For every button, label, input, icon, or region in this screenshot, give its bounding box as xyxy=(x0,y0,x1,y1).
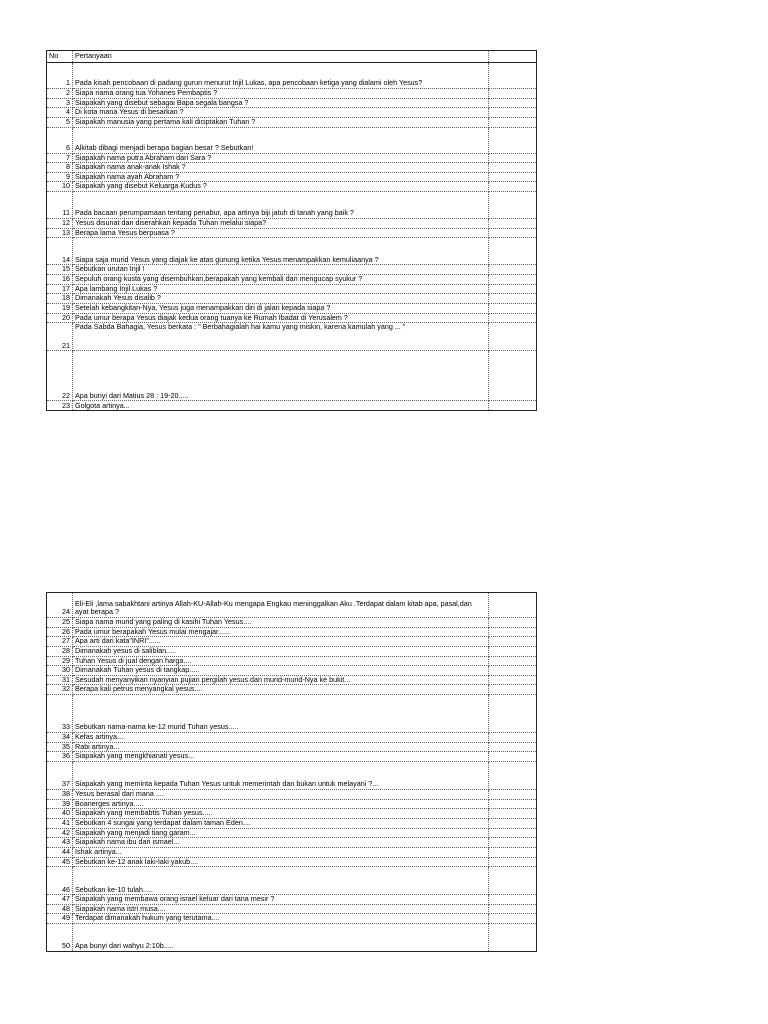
answer-cell[interactable] xyxy=(489,51,537,63)
table-row xyxy=(47,914,537,924)
answer-cell[interactable] xyxy=(489,98,537,108)
question-text: Dimanakah Yesus disalib ? xyxy=(73,294,489,304)
table-row xyxy=(47,857,537,867)
table-row xyxy=(47,182,537,192)
table-row xyxy=(47,799,537,809)
table-row xyxy=(47,895,537,905)
question-text: Dimanakah Tuhan yesus di tangkap..... xyxy=(73,666,489,676)
question-text: Eli-Eli ,lama sabakhtani artinya Allah-KU-Allah-Ku mengapa Engkau meninggalkan Aku .Terdapat dalam kitab apa, pasal,dan ayat berapa ? xyxy=(73,593,489,618)
header-question: Pertanyaan xyxy=(73,51,489,63)
table-row xyxy=(47,265,537,275)
row-number: 17 xyxy=(47,284,73,294)
row-number: 40 xyxy=(47,809,73,819)
answer-cell[interactable] xyxy=(489,265,537,275)
row-number: 3 xyxy=(47,98,73,108)
table-row xyxy=(47,818,537,828)
answer-cell[interactable] xyxy=(489,351,537,401)
table-row xyxy=(47,742,537,752)
question-text: Siapakah yang disebut Keluarga Kudus ? xyxy=(73,182,489,192)
question-text: Siapakah nama ibu dari ismael... xyxy=(73,838,489,848)
row-number: 32 xyxy=(47,685,73,695)
answer-cell[interactable] xyxy=(489,790,537,800)
table-row xyxy=(47,303,537,313)
table-row xyxy=(47,752,537,762)
answer-cell[interactable] xyxy=(489,695,537,733)
table-row xyxy=(47,401,537,411)
table-row xyxy=(47,847,537,857)
question-text: Apa arti dari kata"INRI"...... xyxy=(73,637,489,647)
question-text: Sesudah menyanyikan nyanyian pujian pergilah yesus dan murid-murid-Nya ke bukit... xyxy=(73,675,489,685)
question-text: Golgota artinya... xyxy=(73,401,489,411)
table-row xyxy=(47,593,537,618)
answer-cell[interactable] xyxy=(489,867,537,895)
answer-cell[interactable] xyxy=(489,637,537,647)
question-text: Boanerges artinya..... xyxy=(73,799,489,809)
answer-cell[interactable] xyxy=(489,809,537,819)
question-text: Siapakah yang disebut sebagai Bapa segala bangsa ? xyxy=(73,98,489,108)
header-no: No xyxy=(47,51,73,63)
row-number: 48 xyxy=(47,904,73,914)
table-row xyxy=(47,656,537,666)
table-row xyxy=(47,228,537,238)
question-text: Terdapat dimanakah hukum yang terutama.... xyxy=(73,914,489,924)
row-number: 34 xyxy=(47,733,73,743)
question-text: Siapakah yang menjadi tiang garam... xyxy=(73,828,489,838)
table-row xyxy=(47,351,537,401)
row-number: 19 xyxy=(47,303,73,313)
question-text: Siapakah nama istri musa.... xyxy=(73,904,489,914)
answer-cell[interactable] xyxy=(489,593,537,618)
row-number: 21 xyxy=(47,323,73,351)
row-number: 22 xyxy=(47,351,73,401)
question-text: Siapakah nama ayah Abraham ? xyxy=(73,172,489,182)
row-number: 33 xyxy=(47,695,73,733)
row-number: 44 xyxy=(47,847,73,857)
table-row xyxy=(47,219,537,229)
question-text: Siapa nama murid yang paling di kasihi Tuhan Yesus.... xyxy=(73,618,489,628)
table-row xyxy=(47,108,537,118)
question-text: Pada Sabda Bahagia, Yesus berkata : " Berbahagialah hai kamu yang miskin, karena kamulah yang ... " xyxy=(73,323,489,351)
row-number: 13 xyxy=(47,228,73,238)
row-number: 5 xyxy=(47,117,73,127)
row-number: 50 xyxy=(47,924,73,952)
row-number: 38 xyxy=(47,790,73,800)
row-number: 14 xyxy=(47,238,73,265)
table-row xyxy=(47,685,537,695)
question-table-2 xyxy=(46,592,537,952)
row-number: 47 xyxy=(47,895,73,905)
answer-cell[interactable] xyxy=(489,89,537,99)
question-text: Sebutkan nama-nama ke-12 murid Tuhan yesus..... xyxy=(73,695,489,733)
answer-cell[interactable] xyxy=(489,127,537,153)
row-number: 27 xyxy=(47,637,73,647)
table-row xyxy=(47,646,537,656)
row-number: 31 xyxy=(47,675,73,685)
question-text: Siapakah manusia yang pertama kali diciptakan Tuhan ? xyxy=(73,117,489,127)
table-row xyxy=(47,695,537,733)
question-text: Kefas artinya.... xyxy=(73,733,489,743)
answer-cell[interactable] xyxy=(489,323,537,351)
table-row xyxy=(47,627,537,637)
question-text: Siapakah yang membawa orang israel keluar dari tana mesir ? xyxy=(73,895,489,905)
question-text: Setelah kebangkitan-Nya, Yesus juga menampakkan diri di jalan kepada siapa ? xyxy=(73,303,489,313)
table-row xyxy=(47,275,537,285)
question-text: Alkitab dibagi menjadi berapa bagian besar ? Sebutkan! xyxy=(73,127,489,153)
answer-cell[interactable] xyxy=(489,303,537,313)
answer-cell[interactable] xyxy=(489,228,537,238)
answer-cell[interactable] xyxy=(489,742,537,752)
answer-cell[interactable] xyxy=(489,627,537,637)
answer-cell[interactable] xyxy=(489,275,537,285)
question-text: Sebutkan 4 sungai yang terdapat dalam taman Eden.... xyxy=(73,818,489,828)
row-number: 43 xyxy=(47,838,73,848)
answer-cell[interactable] xyxy=(489,238,537,265)
row-number: 24 xyxy=(47,593,73,618)
table-row xyxy=(47,313,537,323)
table-row xyxy=(47,284,537,294)
question-text: Di kota mana Yesus di besarkan ? xyxy=(73,108,489,118)
answer-cell[interactable] xyxy=(489,924,537,952)
table-row xyxy=(47,63,537,89)
row-number: 18 xyxy=(47,294,73,304)
row-number: 49 xyxy=(47,914,73,924)
answer-cell[interactable] xyxy=(489,799,537,809)
question-table-1 xyxy=(46,50,537,411)
answer-cell[interactable] xyxy=(489,675,537,685)
answer-cell[interactable] xyxy=(489,646,537,656)
table-row xyxy=(47,828,537,838)
table-row xyxy=(47,117,537,127)
row-number: 7 xyxy=(47,153,73,163)
answer-cell[interactable] xyxy=(489,904,537,914)
row-number: 9 xyxy=(47,172,73,182)
question-text: Siapakah yang meminta kepada Tuhan Yesus untuk memerintah dan bukan untuk melayani ?... xyxy=(73,762,489,790)
row-number: 20 xyxy=(47,313,73,323)
answer-cell[interactable] xyxy=(489,618,537,628)
question-text: Apa lambang Injil Lukas ? xyxy=(73,284,489,294)
answer-cell[interactable] xyxy=(489,153,537,163)
answer-cell[interactable] xyxy=(489,117,537,127)
row-number: 46 xyxy=(47,867,73,895)
table-row xyxy=(47,89,537,99)
table-row xyxy=(47,924,537,952)
table-row xyxy=(47,809,537,819)
question-text: Berapa kali petrus menyangkal yesus.... xyxy=(73,685,489,695)
answer-cell[interactable] xyxy=(489,752,537,762)
row-number: 42 xyxy=(47,828,73,838)
question-text: Sebutkan ke-10 tulah..... xyxy=(73,867,489,895)
question-text: Siapakah yang mengkhianati yesus... xyxy=(73,752,489,762)
table-row xyxy=(47,163,537,173)
table-row xyxy=(47,172,537,182)
answer-cell[interactable] xyxy=(489,762,537,790)
question-text: Tuhan Yesus di jual dengan harga.... xyxy=(73,656,489,666)
answer-cell[interactable] xyxy=(489,818,537,828)
question-text: Pada umur berapa Yesus diajak kedua orang tuanya ke Rumah Ibadat di Yerusalem ? xyxy=(73,313,489,323)
row-number: 16 xyxy=(47,275,73,285)
table-row xyxy=(47,904,537,914)
table-row xyxy=(47,733,537,743)
question-text: Sepuluh orang kusta yang disembuhkan,berapakah yang kembali dan mengucap syukur ? xyxy=(73,275,489,285)
question-text: Apa bunyi dari wahyu 2:10b..... xyxy=(73,924,489,952)
answer-cell[interactable] xyxy=(489,313,537,323)
answer-cell[interactable] xyxy=(489,666,537,676)
answer-cell[interactable] xyxy=(489,914,537,924)
table-row xyxy=(47,762,537,790)
table-row xyxy=(47,192,537,219)
answer-cell[interactable] xyxy=(489,828,537,838)
answer-cell[interactable] xyxy=(489,172,537,182)
table-row xyxy=(47,675,537,685)
row-number: 35 xyxy=(47,742,73,752)
question-text: Siapa nama orang tua Yohanes Pembaptis ? xyxy=(73,89,489,99)
table-row xyxy=(47,790,537,800)
answer-cell[interactable] xyxy=(489,656,537,666)
answer-cell[interactable] xyxy=(489,163,537,173)
question-text: Siapa saja murid Yesus yang diajak ke atas gunung ketika Yesus menampakkan kemuliaanya ? xyxy=(73,238,489,265)
table-row xyxy=(47,294,537,304)
question-text: Siapakah nama putra Abraham dari Sara ? xyxy=(73,153,489,163)
answer-cell[interactable] xyxy=(489,847,537,857)
question-text: Siapakah nama anak-anak Ishak ? xyxy=(73,163,489,173)
question-text: Dimanakah yesus di saliblan..... xyxy=(73,646,489,656)
question-text: Pada kisah pencobaan di padang gurun menurut Injil Lukas, apa pencobaan ketiga yang dialami oleh Yesus? xyxy=(73,63,489,89)
table-row xyxy=(47,618,537,628)
table-row xyxy=(47,153,537,163)
answer-cell[interactable] xyxy=(489,857,537,867)
row-number: 28 xyxy=(47,646,73,656)
answer-cell[interactable] xyxy=(489,685,537,695)
answer-cell[interactable] xyxy=(489,838,537,848)
answer-cell[interactable] xyxy=(489,284,537,294)
row-number: 45 xyxy=(47,857,73,867)
answer-cell[interactable] xyxy=(489,733,537,743)
table-row xyxy=(47,98,537,108)
question-text: Siapakah yang membabtis Tuhan yesus..... xyxy=(73,809,489,819)
answer-cell[interactable] xyxy=(489,63,537,89)
question-text: Yesus berasal dari mana .... xyxy=(73,790,489,800)
row-number: 10 xyxy=(47,182,73,192)
question-text: Ishak artinya... xyxy=(73,847,489,857)
answer-cell[interactable] xyxy=(489,182,537,192)
question-text: Apa bunyi dari Matius 28 : 19-20..... xyxy=(73,351,489,401)
question-text: Sebutkan urutan Injil ! xyxy=(73,265,489,275)
question-text: Pada umur berapakah Yesus mulai mengajar...... xyxy=(73,627,489,637)
table-row xyxy=(47,838,537,848)
answer-cell[interactable] xyxy=(489,192,537,219)
row-number: 39 xyxy=(47,799,73,809)
answer-cell[interactable] xyxy=(489,401,537,411)
question-text: Berapa lama Yesus berpuasa ? xyxy=(73,228,489,238)
row-number: 6 xyxy=(47,127,73,153)
row-number: 25 xyxy=(47,618,73,628)
table-row xyxy=(47,323,537,351)
row-number: 12 xyxy=(47,219,73,229)
answer-cell[interactable] xyxy=(489,895,537,905)
question-text: Pada bacaan perumpamaan tentang penabur, apa artinya biji jatuh di tanah yang baik ? xyxy=(73,192,489,219)
row-number: 23 xyxy=(47,401,73,411)
row-number: 36 xyxy=(47,752,73,762)
row-number: 30 xyxy=(47,666,73,676)
table-row xyxy=(47,867,537,895)
header-row xyxy=(47,51,537,63)
row-number: 26 xyxy=(47,627,73,637)
row-number: 8 xyxy=(47,163,73,173)
question-text: Sebutkan ke-12 anak laki-laki yakub.... xyxy=(73,857,489,867)
row-number: 4 xyxy=(47,108,73,118)
row-number: 29 xyxy=(47,656,73,666)
row-number: 11 xyxy=(47,192,73,219)
question-text: Rabi artinya... xyxy=(73,742,489,752)
table-row xyxy=(47,637,537,647)
answer-cell[interactable] xyxy=(489,219,537,229)
row-number: 37 xyxy=(47,762,73,790)
answer-cell[interactable] xyxy=(489,108,537,118)
row-number: 15 xyxy=(47,265,73,275)
answer-cell[interactable] xyxy=(489,294,537,304)
table-row xyxy=(47,238,537,265)
row-number: 41 xyxy=(47,818,73,828)
row-number: 1 xyxy=(47,63,73,89)
question-text: Yesus disunat dan diserahkan kepada Tuhan melalui siapa? xyxy=(73,219,489,229)
row-number: 2 xyxy=(47,89,73,99)
table-row xyxy=(47,127,537,153)
table-row xyxy=(47,666,537,676)
